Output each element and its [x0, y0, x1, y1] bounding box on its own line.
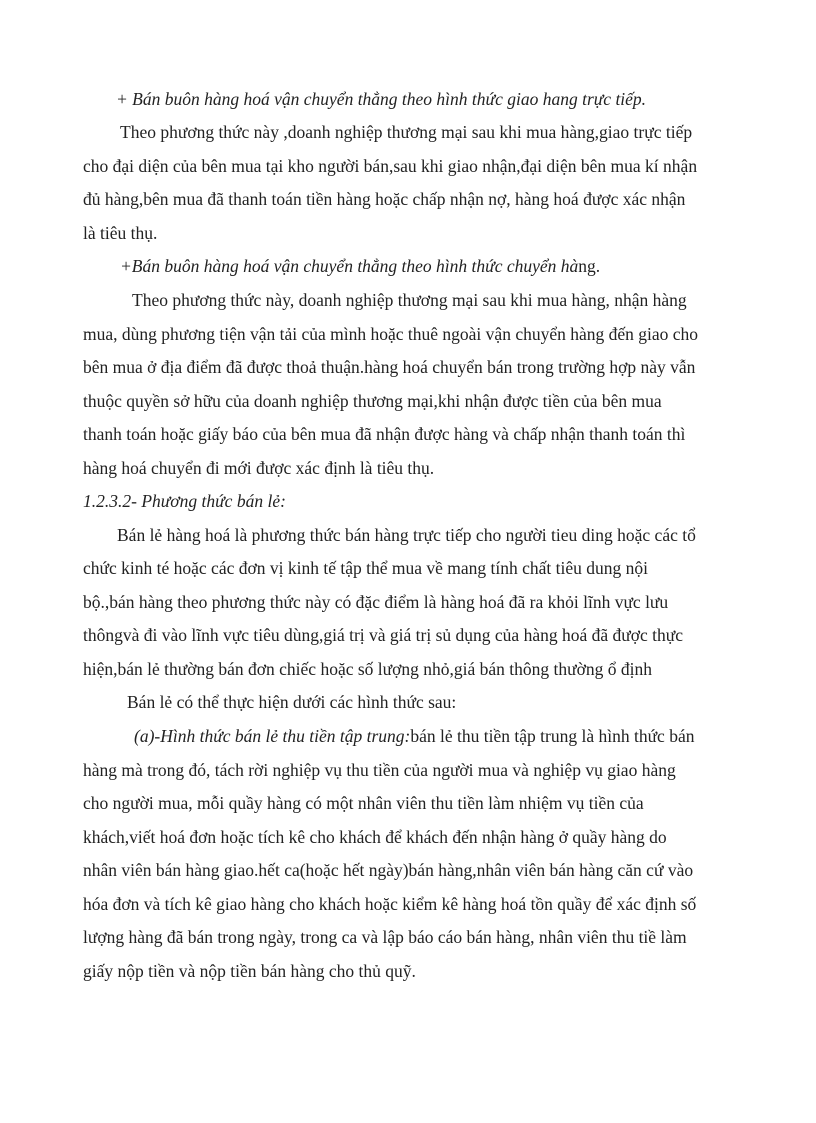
subheading-centralized-payment-text: bán lẻ thu tiền tập trung là hình thức bán — [410, 726, 695, 746]
paragraph-line: Theo phương thức này, doanh nghiệp thương mại sau khi mua hàng, nhận hàng — [132, 290, 687, 310]
paragraph-line: hóa đơn và tích kê giao hàng cho khách hoặc kiểm kê hàng hoá tồn quầy để xác định số — [83, 894, 697, 914]
paragraph-line: Bán lẻ hàng hoá là phương thức bán hàng trực tiếp cho người tieu ding hoặc các tổ — [117, 525, 696, 545]
paragraph-line: cho người mua, mỗi quầy hàng có một nhân viên thu tiền làm nhiệm vụ tiền của — [83, 793, 644, 813]
paragraph-line: hàng mà trong đó, tách rời nghiệp vụ thu tiền của người mua và nghiệp vụ giao hàng — [83, 760, 676, 780]
heading-direct-delivery: + Bán buôn hàng hoá vận chuyển thẳng theo hình thức giao hang trực tiếp. — [116, 89, 647, 109]
heading-transfer-delivery-italic: +Bán buôn hàng hoá vận chuyển thẳng theo hình thức chuyển hà — [120, 256, 579, 276]
subheading-centralized-payment — [134, 728, 694, 746]
paragraph-line: đủ hàng,bên mua đã thanh toán tiền hàng hoặc chấp nhận nợ, hàng hoá được xác nhận — [83, 189, 686, 209]
paragraph-line: nhân viên bán hàng giao.hết ca(hoặc hết ngày)bán hàng,nhân viên bán hàng căn cứ vào — [83, 860, 694, 880]
paragraph-line: thuộc quyền sở hữu của doanh nghiệp thương mại,khi nhận được tiền của bên mua — [83, 391, 662, 411]
paragraph-line: lượng hàng đã bán trong ngày, trong ca và lập báo cáo bán hàng, nhân viên thu tiề làm — [83, 927, 687, 947]
paragraph-line: mua, dùng phương tiện vận tải của mình hoặc thuê ngoài vận chuyển hàng đến giao cho — [83, 324, 699, 344]
paragraph-line: cho đại diện của bên mua tại kho người bán,sau khi giao nhận,đại diện bên mua kí nhận — [83, 156, 698, 176]
paragraph-line: Theo phương thức này ,doanh nghiệp thương mại sau khi mua hàng,giao trực tiếp — [120, 122, 693, 142]
heading-transfer-delivery-tail: ng. — [578, 256, 601, 276]
paragraph-line: là tiêu thụ. — [83, 223, 158, 243]
paragraph-line: giấy nộp tiền và nộp tiền bán hàng cho thủ quỹ. — [83, 961, 416, 981]
paragraph-line: hiện,bán lẻ thường bán đơn chiếc hoặc số lượng nhỏ,giá bán thông thường ổ định — [83, 659, 652, 679]
paragraph-line: Bán lẻ có thể thực hiện dưới các hình thức sau: — [127, 692, 457, 712]
paragraph-line: bộ.,bán hàng theo phương thức này có đặc điểm là hàng hoá đã ra khỏi lĩnh vực lưu — [83, 592, 669, 612]
paragraph-line: bên mua ở địa điểm đã được thoả thuận.hàng hoá chuyển bán trong trường hợp này vẫn — [83, 357, 696, 377]
paragraph-line: khách,viết hoá đơn hoặc tích kê cho khách để khách đến nhận hàng ở quầy hàng do — [83, 827, 667, 847]
heading-transfer-delivery — [120, 258, 600, 276]
subheading-centralized-payment-italic: (a)-Hình thức bán lẻ thu tiền tập trung: — [134, 726, 411, 746]
section-heading-retail: 1.2.3.2- Phương thức bán lẻ: — [83, 491, 286, 511]
paragraph-line: chức kinh té hoặc các đơn vị kinh tế tập thể mua về mang tính chất tiêu dung nội — [83, 558, 648, 578]
paragraph-line: hàng hoá chuyển đi mới được xác định là tiêu thụ. — [83, 458, 435, 478]
paragraph-line: thôngvà đi vào lĩnh vực tiêu dùng,giá trị và giá trị sủ dụng của hàng hoá đã được thực — [83, 625, 683, 645]
paragraph-line: thanh toán hoặc giấy báo của bên mua đã nhận được hàng và chấp nhận thanh toán thì — [83, 424, 686, 444]
